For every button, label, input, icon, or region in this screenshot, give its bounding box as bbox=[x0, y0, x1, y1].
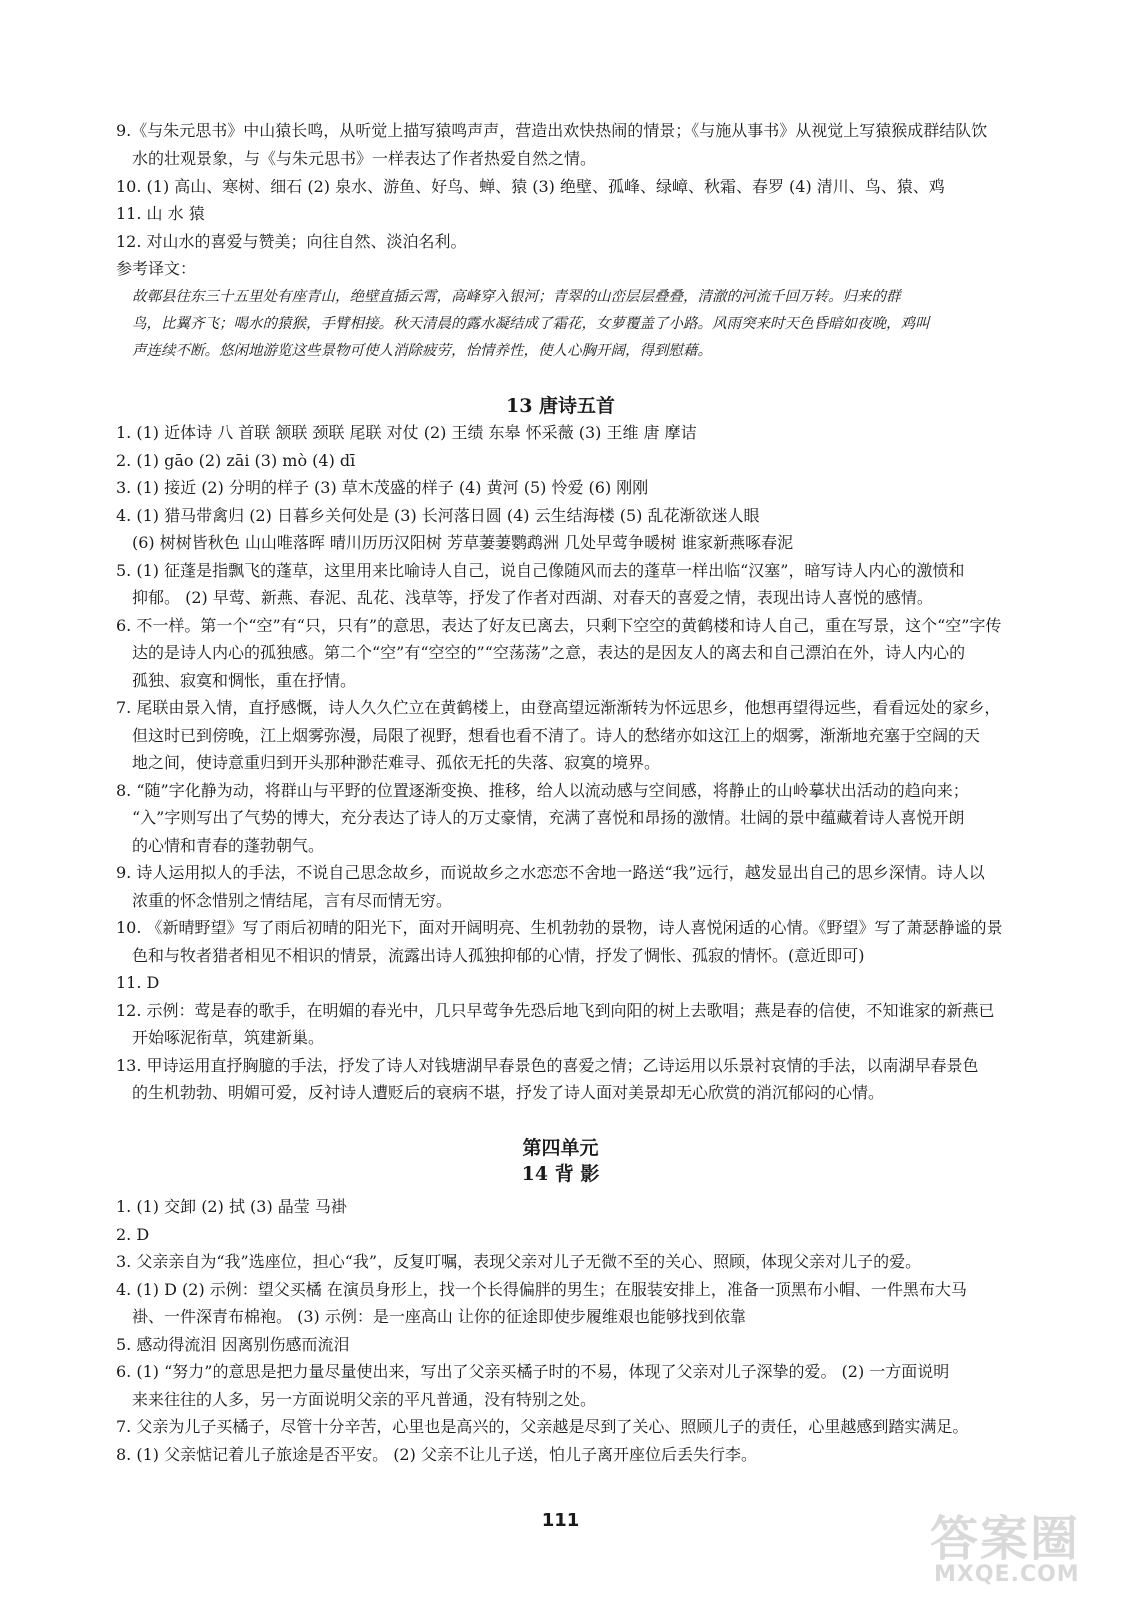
answer-line: 12. 示例：莺是春的歌手，在明媚的春光中，几只早莺争先恐后地飞到向阳的树上去歌唱；燕是春的信使，不知谁家的新燕已 bbox=[116, 1001, 995, 1020]
unit-title: 第四单元 bbox=[522, 1137, 599, 1159]
answer-line: 7. 父亲为儿子买橘子，尽管十分辛苦，心里也是高兴的，父亲越是尽到了关心、照顾儿子的责任，心里越感到踏实满足。 bbox=[116, 1417, 969, 1436]
answer-line: 3. 父亲亲自为“我”选座位，担心“我”，反复叮嘱，表现父亲对儿子无微不至的关心、照顾，体现父亲对儿子的爱。 bbox=[116, 1252, 922, 1271]
translation-line: 声连续不断。悠闲地游览这些景物可使人消除疲劳，怡情养性，使人心胸开阔，得到慰藉。 bbox=[132, 343, 712, 359]
answer-line: 孤独、寂寞和惆怅，重在抒情。 bbox=[132, 671, 357, 690]
page-number: 111 bbox=[541, 1510, 580, 1531]
answer-line: 5. (1) 征蓬是指飘飞的蓬草，这里用来比喻诗人自己，说自己像随风而去的蓬草一样出临“汉塞”，暗写诗人内心的激愤和 bbox=[116, 561, 965, 580]
watermark-url: MXQE.COM bbox=[934, 1562, 1080, 1587]
answer-line: 4. (1) 猎马带禽归 (2) 日暮乡关何处是 (3) 长河落日圆 (4) 云生结海楼 (5) 乱花渐欲迷人眼 bbox=[116, 506, 760, 525]
answer-line: 9.《与朱元思书》中山猿长鸣，从听觉上描写猿鸣声声，营造出欢快热闹的情景；《与施从事书》从视觉上写猿猴成群结队饮 bbox=[116, 121, 988, 140]
answer-line: 5. 感动得流泪 因离别伤感而流泪 bbox=[116, 1335, 350, 1354]
answer-line: 11. D bbox=[116, 973, 160, 992]
answer-line: 色和与牧者猎者相见不相识的情景，流露出诗人孤独抑郁的心情，抒发了惆怅、孤寂的情怀。(意近即可) bbox=[132, 946, 865, 965]
reference-translation-label: 参考译文： bbox=[116, 259, 197, 278]
answer-line: 的心情和青春的蓬勃朝气。 bbox=[132, 836, 325, 855]
answer-line: 水的壮观景象，与《与朱元思书》一样表达了作者热爱自然之情。 bbox=[132, 149, 597, 168]
answer-line: 6. (1) “努力”的意思是把力量尽量使出来，写出了父亲买橘子时的不易，体现了父亲对儿子深挚的爱。 (2) 一方面说明 bbox=[116, 1362, 950, 1381]
answer-line: 11. 山 水 猿 bbox=[116, 204, 205, 223]
answer-line: 达的是诗人内心的孤独感。第二个“空”有“空空的”“空荡荡”之意，表达的是因友人的离去和自己漂泊在外，诗人内心的 bbox=[132, 643, 966, 662]
answer-line: 8. (1) 父亲惦记着儿子旅途是否平安。 (2) 父亲不让儿子送，怕儿子离开座位后丢失行李。 bbox=[116, 1445, 757, 1464]
answer-line: 9. 诗人运用拟人的手法，不说自己思念故乡，而说故乡之水恋恋不舍地一路送“我”远行，越发显出自己的思乡深情。诗人以 bbox=[116, 863, 985, 882]
answer-line: 来来往往的人多，另一方面说明父亲的平凡普通，没有特别之处。 bbox=[132, 1390, 597, 1409]
answer-line: 12. 对山水的喜爱与赞美；向往自然、淡泊名利。 bbox=[116, 232, 467, 251]
answer-line: 1. (1) 交卸 (2) 拭 (3) 晶莹 马褂 bbox=[116, 1197, 347, 1216]
answer-line: 6. 不一样。第一个“空”有“只，只有”的意思，表达了好友已离去，只剩下空空的黄鹤楼和诗人自己，重在写景，这个“空”字传 bbox=[116, 616, 1002, 635]
answer-line: 13. 甲诗运用直抒胸臆的手法，抒发了诗人对钱塘湖早春景色的喜爱之情；乙诗运用以乐景衬哀情的手法，以南湖早春景色 bbox=[116, 1056, 979, 1075]
section-title: 14 背 影 bbox=[521, 1163, 600, 1185]
watermark-text: 答案圈 bbox=[930, 1511, 1081, 1567]
answer-line: 的生机勃勃、明媚可爱，反衬诗人遭贬后的衰病不堪，抒发了诗人面对美景却无心欣赏的消沉郁闷的心情。 bbox=[132, 1083, 885, 1102]
answer-line: 3. (1) 接近 (2) 分明的样子 (3) 草木茂盛的样子 (4) 黄河 (5) 怜爱 (6) 刚刚 bbox=[116, 478, 649, 497]
answer-line: 褂、一件深青布棉袍。 (3) 示例：是一座高山 让你的征途即使步履维艰也能够找到依靠 bbox=[132, 1307, 746, 1326]
answer-line: (6) 树树皆秋色 山山唯落晖 晴川历历汉阳树 芳草萋萋鹦鹉洲 几处早莺争暖树 谁家新燕啄春泥 bbox=[132, 533, 794, 552]
translation-line: 故鄣县往东三十五里处有座青山，绝壁直插云霄，高峰穿入银河；青翠的山峦层层叠叠，清澈的河流千回万转。归来的群 bbox=[132, 289, 901, 305]
answer-line: 但这时已到傍晚，江上烟雾弥漫，局限了视野，想看也看不清了。诗人的愁绪亦如这江上的烟雾，渐渐地充塞于空阔的天 bbox=[132, 726, 981, 745]
answer-line: 10. (1) 高山、寒树、细石 (2) 泉水、游鱼、好鸟、蝉、猿 (3) 绝壁、孤峰、绿嶂、秋霜、春罗 (4) 清川、鸟、猿、鸡 bbox=[116, 177, 945, 196]
answer-line: 10. 《新晴野望》写了雨后初晴的阳光下，面对开阔明亮、生机勃勃的景物，诗人喜悦闲适的心情。《野望》写了萧瑟静谧的景 bbox=[116, 918, 1003, 937]
answer-line: 抑郁。 (2) 早莺、新燕、春泥、乱花、浅草等，抒发了作者对西湖、对春天的喜爱之情，表现出诗人喜悦的感情。 bbox=[132, 588, 933, 607]
answer-line: 8. “随”字化静为动，将群山与平野的位置逐渐变换、推移，给人以流动感与空间感，将静止的山岭摹状出活动的趋向来； bbox=[116, 781, 969, 800]
answer-line: 2. D bbox=[116, 1225, 150, 1244]
answer-line: 1. (1) 近体诗 八 首联 颔联 颈联 尾联 对仗 (2) 王绩 东皋 怀采薇 (3) 王维 唐 摩诘 bbox=[116, 423, 697, 442]
answer-line: 浓重的怀念惜别之情结尾，言有尽而情无穷。 bbox=[132, 891, 453, 910]
answer-line: 地之间，使诗意重归到开头那种渺茫难寻、孤依无托的失落、寂寞的境界。 bbox=[132, 753, 661, 772]
answer-line: 2. (1) gāo (2) zāi (3) mò (4) dī bbox=[116, 451, 356, 470]
answer-line: 7. 尾联由景入情，直抒感慨，诗人久久伫立在黄鹤楼上，由登高望远渐渐转为怀远思乡，他想再望得远些，看看远处的家乡， bbox=[116, 698, 1001, 717]
answer-line: 4. (1) D (2) 示例：望父买橘 在演员身形上，找一个长得偏胖的男生；在服装安排上，准备一顶黑布小帽、一件黑布大马 bbox=[116, 1280, 967, 1299]
section-title: 13 唐诗五首 bbox=[505, 395, 616, 417]
watermark-logo bbox=[924, 1500, 1114, 1592]
answer-line: “入”字则写出了气势的博大，充分表达了诗人的万丈豪情，充满了喜悦和昂扬的激情。壮阔的景中蕴藏着诗人喜悦开朗 bbox=[132, 808, 965, 827]
translation-line: 鸟，比翼齐飞；喝水的猿猴，手臂相接。秋天清晨的露水凝结成了霜花，女萝覆盖了小路。风雨突来时天色昏暗如夜晚，鸡叫 bbox=[132, 316, 930, 332]
answer-line: 开始啄泥衔草，筑建新巢。 bbox=[132, 1028, 325, 1047]
